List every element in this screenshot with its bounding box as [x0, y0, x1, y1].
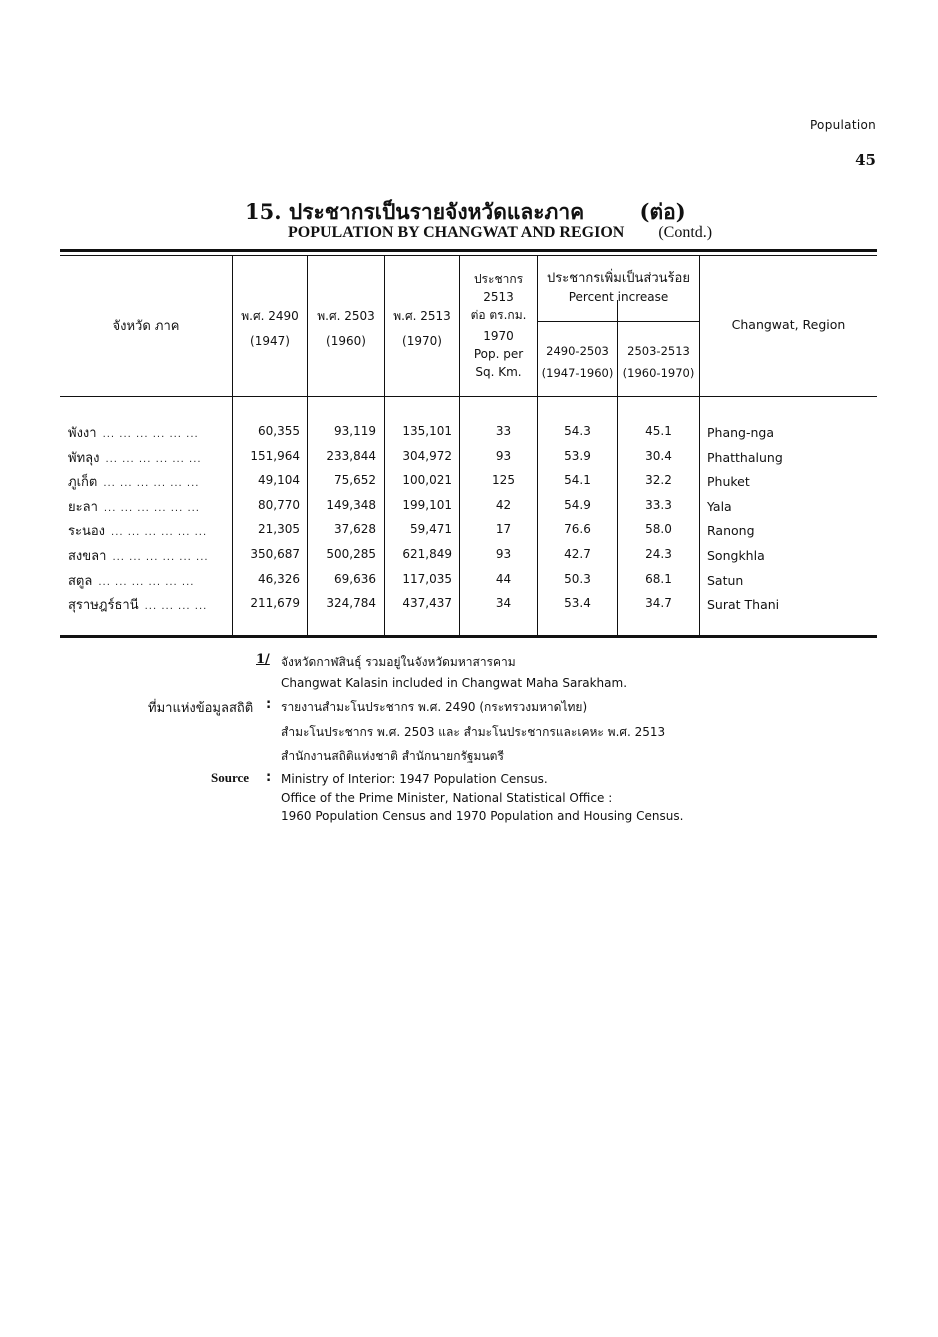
row-province-thai — [68, 545, 209, 566]
row-province-english: Phang-nga — [707, 425, 775, 440]
cell-pop-1947: 49,104 — [258, 473, 300, 488]
province-thai-name: ระนอง — [68, 524, 106, 540]
header-density-thai-2: 2513 — [483, 290, 514, 304]
row-province-thai — [68, 570, 194, 591]
cell-pop-1960: 500,285 — [326, 547, 376, 561]
table-top-rule — [60, 249, 877, 252]
cell-increase-1947-1960: 54.9 — [564, 497, 591, 512]
cell-increase-1960-1970: 24.3 — [645, 547, 672, 561]
cell-density: 34 — [495, 596, 512, 611]
cell-density: 44 — [495, 571, 512, 586]
source-thai-line-2: สำมะโนประชากร พ.ศ. 2503 และ สำมะโนประชากรและเคหะ พ.ศ. 2513 — [281, 725, 666, 739]
cell-pop-1960: 69,636 — [334, 571, 376, 586]
row-province-thai — [68, 422, 199, 443]
header-period-1-years: (1947-1960) — [541, 365, 614, 380]
cell-increase-1947-1960: 54.1 — [564, 473, 591, 488]
header-1947 — [233, 308, 307, 351]
header-1970-thai: พ.ศ. 2513 — [393, 309, 451, 323]
row-province-english: Phuket — [707, 474, 750, 490]
source-english-colon: : — [266, 770, 272, 785]
source-thai-label: ที่มาแห่งข้อมูลสถิติ — [148, 701, 254, 716]
province-thai-name: พัทลุง — [68, 450, 100, 466]
cell-density: 93 — [495, 448, 512, 463]
row-province-thai — [68, 471, 199, 492]
cell-pop-1947: 60,355 — [258, 424, 300, 438]
leader-dots: ... ... ... ... ... ... — [102, 429, 199, 440]
cell-increase-1947-1960: 50.3 — [564, 571, 591, 586]
leader-dots: ... ... ... ... ... ... — [112, 552, 209, 563]
header-1947-thai: พ.ศ. 2490 — [241, 309, 299, 323]
cell-pop-1960: 37,628 — [334, 522, 376, 537]
cell-pop-1960: 324,784 — [326, 596, 376, 611]
column-divider — [699, 256, 700, 636]
header-increase-thai: ประชากรเพิ่มเป็นส่วนร้อย — [547, 271, 690, 286]
leader-dots: ... ... ... ... ... ... — [103, 502, 200, 514]
row-province-english: Yala — [707, 498, 732, 514]
header-density — [460, 270, 537, 381]
footnote-english: Changwat Kalasin included in Changwat Maha Sarakham. — [281, 676, 628, 690]
row-province-thai — [68, 496, 200, 517]
header-bottom-rule — [60, 396, 877, 397]
table-top-rule-thin — [60, 255, 877, 256]
cell-pop-1960: 149,348 — [326, 497, 376, 512]
cell-density: 33 — [495, 424, 512, 438]
row-province-english: Songkhla — [707, 548, 765, 563]
page-number: 45 — [855, 151, 876, 169]
leader-dots: ... ... ... ... ... ... — [98, 576, 195, 588]
row-province-thai — [68, 447, 202, 468]
header-1947-year: (1947) — [250, 334, 290, 349]
header-province-thai: จังหวัด ภาค — [112, 319, 180, 334]
table-number: 15. — [245, 199, 282, 224]
source-english-line-1: Ministry of Interior: 1947 Population Census. — [281, 772, 548, 786]
cell-pop-1960: 233,844 — [326, 448, 376, 463]
source-english-line-3: 1960 Population Census and 1970 Population and Housing Census. — [281, 809, 684, 823]
cell-increase-1960-1970: 45.1 — [645, 424, 672, 438]
title-english-contd: (Contd.) — [658, 224, 713, 241]
source-thai-line-1: รายงานสำมะโนประชากร พ.ศ. 2490 (กระทรวงมหาดไทย) — [281, 700, 588, 714]
cell-density: 42 — [495, 497, 512, 512]
cell-pop-1970: 100,021 — [402, 473, 452, 488]
leader-dots: ... ... ... ... — [144, 601, 208, 613]
section-label: Population — [809, 118, 876, 132]
cell-pop-1947: 211,679 — [250, 596, 300, 611]
cell-pop-1947: 21,305 — [258, 522, 300, 537]
cell-increase-1947-1960: 53.9 — [564, 448, 591, 463]
row-province-english: Surat Thani — [707, 597, 780, 613]
header-increase-period-2 — [618, 341, 699, 385]
cell-increase-1960-1970: 30.4 — [645, 448, 672, 463]
row-province-thai — [68, 594, 207, 615]
cell-pop-1970: 304,972 — [402, 448, 452, 463]
header-density-en-3: Sq. Km. — [475, 365, 522, 379]
header-density-thai-3: ต่อ ตร.กม. — [470, 308, 527, 322]
cell-increase-1960-1970: 33.3 — [645, 497, 672, 512]
header-1960-thai: พ.ศ. 2503 — [317, 309, 375, 323]
province-thai-name: พังงา — [68, 426, 97, 441]
cell-increase-1960-1970: 58.0 — [645, 522, 672, 537]
province-thai-name: สตูล — [68, 573, 93, 589]
row-province-english: Satun — [707, 572, 744, 588]
source-thai-line-3: สำนักงานสถิติแห่งชาติ สำนักนายกรัฐมนตรี — [281, 749, 504, 763]
title-english-text: POPULATION BY CHANGWAT AND REGION — [288, 224, 625, 241]
cell-density: 125 — [492, 473, 515, 488]
cell-increase-1947-1960: 76.6 — [564, 522, 591, 537]
cell-increase-1960-1970: 68.1 — [645, 571, 672, 586]
province-thai-name: สุราษฎร์ธานี — [68, 598, 139, 614]
cell-pop-1947: 350,687 — [250, 547, 300, 561]
header-1970-year: (1970) — [402, 334, 442, 349]
leader-dots: ... ... ... ... ... ... — [103, 478, 200, 490]
cell-pop-1947: 151,964 — [250, 448, 300, 463]
source-english-line-2: Office of the Prime Minister, National Statistical Office : — [281, 791, 613, 805]
cell-pop-1947: 46,326 — [258, 571, 300, 586]
cell-pop-1970: 59,471 — [410, 522, 452, 537]
row-province-thai — [68, 520, 207, 541]
table-bottom-rule — [60, 635, 877, 638]
source-thai-colon: : — [266, 697, 272, 712]
leader-dots: ... ... ... ... ... ... — [105, 453, 202, 465]
title-thai-contd: (ต่อ) — [639, 199, 686, 224]
province-thai-name: สงขลา — [68, 549, 107, 564]
footnote-mark: 1/ — [256, 652, 270, 667]
header-1960-year: (1960) — [326, 334, 366, 349]
cell-pop-1970: 117,035 — [402, 571, 452, 586]
row-province-english: Ranong — [707, 523, 755, 539]
header-province-english: Changwat, Region — [731, 317, 846, 332]
row-province-english: Phatthalung — [707, 449, 783, 465]
cell-pop-1960: 75,652 — [334, 473, 376, 488]
province-thai-name: ยะลา — [68, 499, 98, 515]
cell-pop-1970: 621,849 — [402, 547, 452, 561]
cell-increase-1960-1970: 34.7 — [645, 596, 672, 611]
header-period-1-range: 2490-2503 — [546, 344, 609, 358]
header-increase-period-1 — [538, 341, 617, 385]
header-percent-increase — [538, 270, 699, 306]
header-period-2-range: 2503-2513 — [627, 344, 690, 358]
header-density-en-2: Pop. per — [473, 347, 524, 361]
cell-pop-1970: 437,437 — [402, 596, 452, 611]
cell-increase-1947-1960: 53.4 — [564, 596, 591, 611]
header-density-en-1: 1970 — [483, 329, 514, 343]
table-title-english — [288, 224, 712, 242]
header-1970 — [385, 308, 459, 351]
header-density-thai-1: ประชากร — [473, 272, 524, 286]
cell-increase-1960-1970: 32.2 — [645, 473, 672, 488]
cell-increase-1947-1960: 42.7 — [564, 547, 591, 561]
province-thai-name: ภูเก็ต — [68, 475, 98, 491]
source-english-label: Source — [211, 770, 250, 785]
cell-pop-1960: 93,119 — [334, 424, 376, 438]
header-period-2-years: (1960-1970) — [622, 365, 695, 380]
cell-pop-1970: 135,101 — [402, 424, 452, 438]
footnote-thai: จังหวัดกาฬสินธุ์ รวมอยู่ในจังหวัดมหาสารคาม — [281, 655, 516, 669]
header-increase-english: Percent increase — [568, 289, 669, 304]
cell-pop-1947: 80,770 — [258, 497, 300, 512]
cell-density: 17 — [495, 522, 512, 537]
cell-increase-1947-1960: 54.3 — [564, 424, 591, 438]
title-thai-text: ประชากรเป็นรายจังหวัดและภาค — [288, 199, 585, 224]
leader-dots: ... ... ... ... ... ... — [111, 527, 208, 539]
header-1960 — [308, 308, 384, 351]
cell-density: 93 — [495, 547, 512, 561]
cell-pop-1970: 199,101 — [402, 497, 452, 512]
